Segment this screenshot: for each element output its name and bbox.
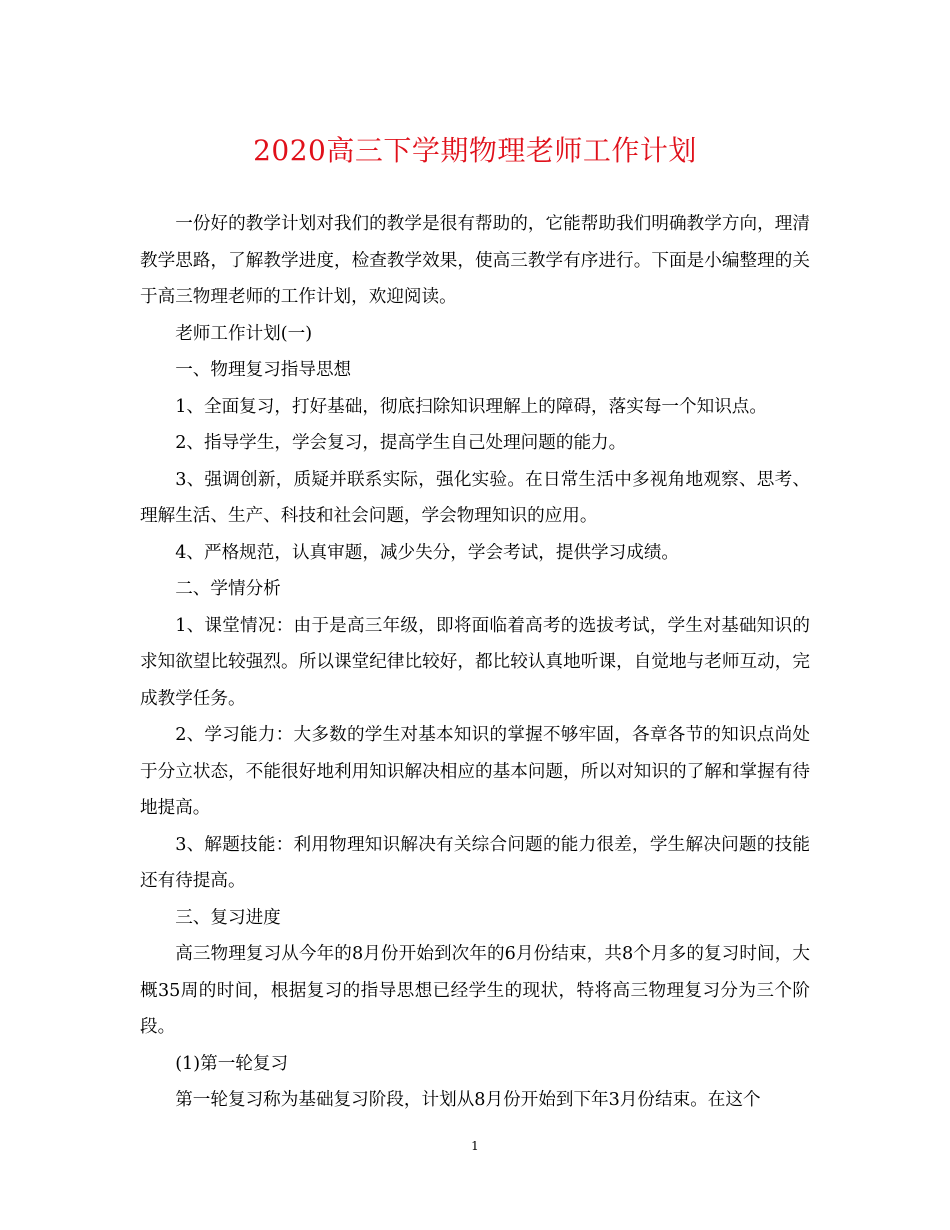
- paragraph: 4、严格规范，认真审题，减少失分，学会考试，提供学习成绩。: [175, 542, 680, 563]
- document-title: 2020高三下学期物理老师工作计划: [253, 134, 697, 167]
- paragraph: 2、学习能力：大多数的学生对基本知识的掌握不够牢固，各章各节的知识点尚处于分立状态，不能很好地利用知识解决相应的基本问题，所以对知识的了解和掌握有待地提高。: [140, 725, 810, 818]
- section-heading: 二、学情分析: [175, 579, 281, 599]
- paragraph: 第一轮复习称为基础复习阶段，计划从8月份开始到下年3月份结束。在这个: [175, 1090, 761, 1110]
- paragraph: 高三物理复习从今年的8月份开始到次年的6月份结束，共8个月多的复习时间，大概35周的时间，根据复习的指导思想已经学生的现状，特将高三物理复习分为三个阶段。: [140, 944, 810, 1037]
- section-heading: 一、物理复习指导思想: [175, 360, 352, 380]
- section-heading: 三、复习进度: [175, 907, 281, 928]
- paragraph: 2、指导学生，学会复习，提高学生自己处理问题的能力。: [175, 433, 627, 453]
- document-body: [140, 206, 810, 1119]
- paragraph: 3、强调创新，质疑并联系实际，强化实验。在日常生活中多视角地观察、思考、理解生活、生产、科技和社会问题，学会物理知识的应用。: [140, 469, 810, 526]
- paragraph: 3、解题技能：利用物理知识解决有关综合问题的能力很差，学生解决问题的技能还有待提高。: [140, 834, 810, 891]
- paragraph: 一份好的教学计划对我们的教学是很有帮助的，它能帮助我们明确教学方向，理清教学思路，了解教学进度，检查教学效果，使高三教学有序进行。下面是小编整理的关于高三物理老师的工作计划，欢迎阅读。: [140, 214, 810, 307]
- paragraph: 1、全面复习，打好基础，彻底扫除知识理解上的障碍，落实每一个知识点。: [175, 396, 767, 417]
- page-number: 1: [471, 1139, 479, 1153]
- section-heading: 老师工作计划(一): [175, 323, 313, 344]
- section-heading: (1)第一轮复习: [175, 1053, 289, 1074]
- paragraph: 1、课堂情况：由于是高三年级，即将面临着高考的选拔考试，学生对基础知识的求知欲望比较强烈。所以课堂纪律比较好，都比较认真地听课，自觉地与老师互动，完成教学任务。: [140, 615, 810, 709]
